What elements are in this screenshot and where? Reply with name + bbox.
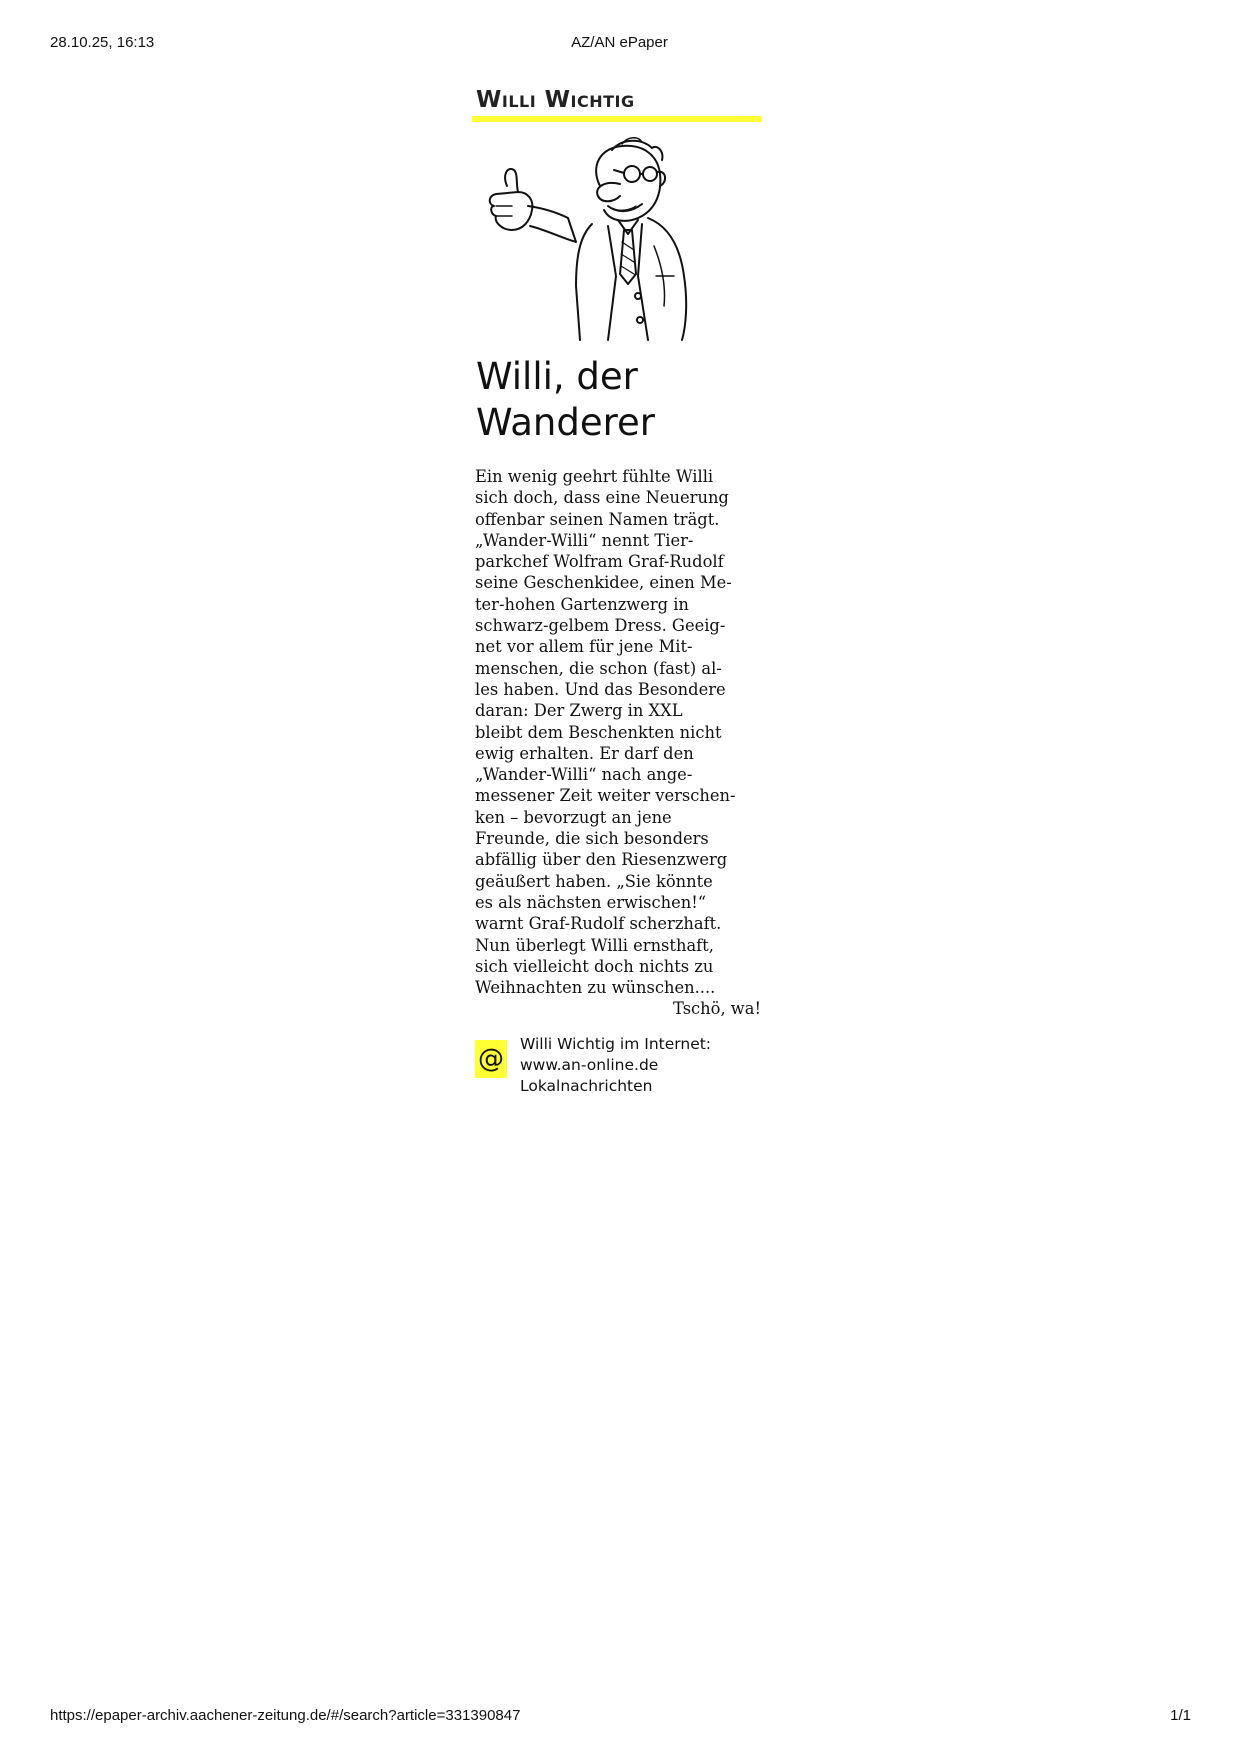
body-line: parkchef Wolfram Graf-Rudolf bbox=[475, 552, 724, 572]
body-line: ter-hohen Gartenzwerg in bbox=[475, 594, 689, 614]
willi-cartoon-icon bbox=[472, 126, 762, 346]
print-title: AZ/AN ePaper bbox=[571, 34, 668, 51]
body-line: Nun überlegt Willi ernsthaft, bbox=[475, 935, 714, 955]
article-body bbox=[472, 466, 761, 1020]
body-line: daran: Der Zwerg in XXL bbox=[475, 701, 683, 721]
rubric-underline bbox=[472, 116, 762, 122]
body-line: „Wander-Willi“ nach ange- bbox=[475, 765, 693, 785]
rubric-title: Willi Wichtig bbox=[476, 87, 635, 113]
internet-box bbox=[472, 1034, 762, 1104]
print-page-number: 1/1 bbox=[1170, 1707, 1191, 1724]
article-signoff: Tschö, wa! bbox=[673, 999, 761, 1019]
internet-url: www.an-online.de bbox=[520, 1055, 659, 1074]
body-line: geäußert haben. „Sie könnte bbox=[475, 871, 713, 891]
print-url: https://epaper-archiv.aachener-zeitung.de/#/search?article=331390847 bbox=[50, 1707, 521, 1724]
body-line: es als nächsten erwischen!“ bbox=[475, 892, 707, 912]
body-line: les haben. Und das Besondere bbox=[475, 679, 726, 699]
body-line: Freunde, die sich besonders bbox=[475, 829, 709, 849]
body-line: schwarz-gelbem Dress. Geeig- bbox=[475, 616, 726, 636]
internet-line-1: Willi Wichtig im Internet: bbox=[520, 1034, 712, 1053]
headline-line-1: Willi, der bbox=[476, 355, 638, 398]
body-line: net vor allem für jene Mit- bbox=[475, 637, 693, 657]
body-line: Weihnachten zu wünschen.... bbox=[475, 978, 716, 998]
internet-line-3: Lokalnachrichten bbox=[520, 1076, 653, 1095]
cartoon-illustration bbox=[472, 126, 762, 346]
article-headline bbox=[472, 354, 762, 446]
print-datetime: 28.10.25, 16:13 bbox=[50, 34, 155, 51]
body-line: abfällig über den Riesenzwerg bbox=[475, 850, 728, 870]
body-line: messener Zeit weiter verschen- bbox=[475, 786, 736, 806]
article bbox=[472, 86, 762, 1104]
body-line: sich doch, dass eine Neuerung bbox=[475, 488, 729, 508]
body-line: bleibt dem Beschenkten nicht bbox=[475, 722, 722, 742]
body-line: seine Geschenkidee, einen Me- bbox=[475, 573, 732, 593]
body-line: menschen, die schon (fast) al- bbox=[475, 658, 722, 678]
print-header bbox=[0, 34, 1239, 54]
body-line: „Wander-Willi“ nennt Tier- bbox=[475, 530, 694, 550]
print-footer bbox=[0, 1707, 1239, 1727]
headline-line-2: Wanderer bbox=[476, 401, 655, 444]
internet-info bbox=[520, 1034, 711, 1097]
body-line: Ein wenig geehrt fühlte Willi bbox=[475, 467, 714, 486]
body-line: ken – bevorzugt an jene bbox=[475, 807, 672, 827]
body-line: sich vielleicht doch nichts zu bbox=[475, 956, 714, 976]
at-sign-icon: @ bbox=[475, 1040, 507, 1078]
body-line: warnt Graf-Rudolf scherzhaft. bbox=[475, 914, 722, 934]
body-line: offenbar seinen Namen trägt. bbox=[475, 509, 720, 529]
body-line: ewig erhalten. Er darf den bbox=[475, 743, 694, 763]
